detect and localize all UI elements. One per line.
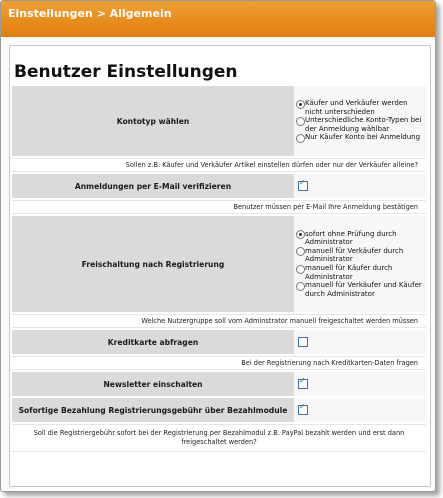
radio-button[interactable] (296, 282, 305, 291)
title-bar (1, 1, 435, 37)
content-panel (9, 45, 431, 487)
radio-option-label: manuell für Verkäufer und Käufer durch Administrator (305, 281, 422, 298)
radio-button[interactable] (296, 117, 305, 126)
radio-button[interactable] (296, 265, 305, 274)
radio-option[interactable] (296, 133, 426, 143)
radio-option-label: manuell für Käufer durch Administrator (305, 264, 393, 281)
instant-payment-checkbox[interactable] (298, 405, 308, 415)
radio-option[interactable] (296, 230, 426, 247)
setting-row-activation (12, 216, 426, 312)
radio-button[interactable] (296, 100, 305, 109)
setting-row-email-verify (12, 174, 426, 198)
setting-hint: Sollen z.B: Käufer und Verkäufer Artikel einstellen dürfen oder nur der Verkäufer alleine? (12, 158, 426, 172)
radio-option-label: manuell für Verkäufer durch Administrator (305, 246, 404, 264)
radio-option-label: Unterschiedliche Konto-Typen bei der Anmeldung wählbar (305, 116, 422, 133)
radio-option-label: Nur Käufer Konto bei Anmeldung (305, 133, 421, 142)
setting-hint: Benutzer müssen per E-Mail Ihre Anmeldung bestätigen (12, 200, 426, 214)
breadcrumb: Einstellungen > Allgemein (8, 7, 172, 20)
email-verify-checkbox[interactable] (298, 181, 308, 191)
setting-row-credit-card (12, 330, 426, 354)
setting-label: Kreditkarte abfragen (12, 330, 294, 354)
setting-label: Sofortige Bezahlung Registrierungsgebühr über Bezahlmodule (12, 398, 294, 422)
radio-button[interactable] (296, 134, 305, 143)
setting-label: Newsletter einschalten (12, 372, 294, 396)
setting-label: Freischaltung nach Registrierung (12, 216, 294, 312)
setting-label: Anmeldungen per E-Mail verifizieren (12, 174, 294, 198)
newsletter-checkbox[interactable] (298, 379, 308, 389)
radio-option-label: sofort ohne Prüfung durch Administrator (305, 229, 397, 247)
page-title: Benutzer Einstellungen (14, 62, 238, 82)
radio-option[interactable] (296, 264, 426, 281)
radio-button[interactable] (296, 230, 305, 239)
setting-hint: Bei der Registrierung nach Kreditkarten-Daten fragen (12, 356, 426, 370)
account-type-options (294, 86, 426, 156)
setting-row-account-type (12, 86, 426, 156)
radio-option[interactable] (296, 281, 426, 298)
setting-hint: Welche Nutzergruppe soll vom Adminstrator manuell freigeschaltet werden müssen (12, 314, 426, 328)
radio-option[interactable] (296, 247, 426, 264)
radio-option[interactable] (296, 116, 426, 133)
radio-button[interactable] (296, 247, 305, 256)
settings-table (12, 86, 426, 454)
radio-option-label: Käufer und Verkäufer werden nicht unterschieden (305, 99, 408, 116)
activation-options (294, 216, 426, 312)
setting-label: Kontotyp wählen (12, 86, 294, 156)
setting-hint: Soll die Registriergebühr sofort bei der Registrierung per Bezahlmodul z.B. PayPal bezahlt werden und erst dann freigeschaltet werden? (12, 424, 426, 452)
setting-row-newsletter (12, 372, 426, 396)
credit-card-checkbox[interactable] (298, 337, 308, 347)
radio-option[interactable] (296, 99, 426, 116)
setting-row-instant-payment (12, 398, 426, 422)
